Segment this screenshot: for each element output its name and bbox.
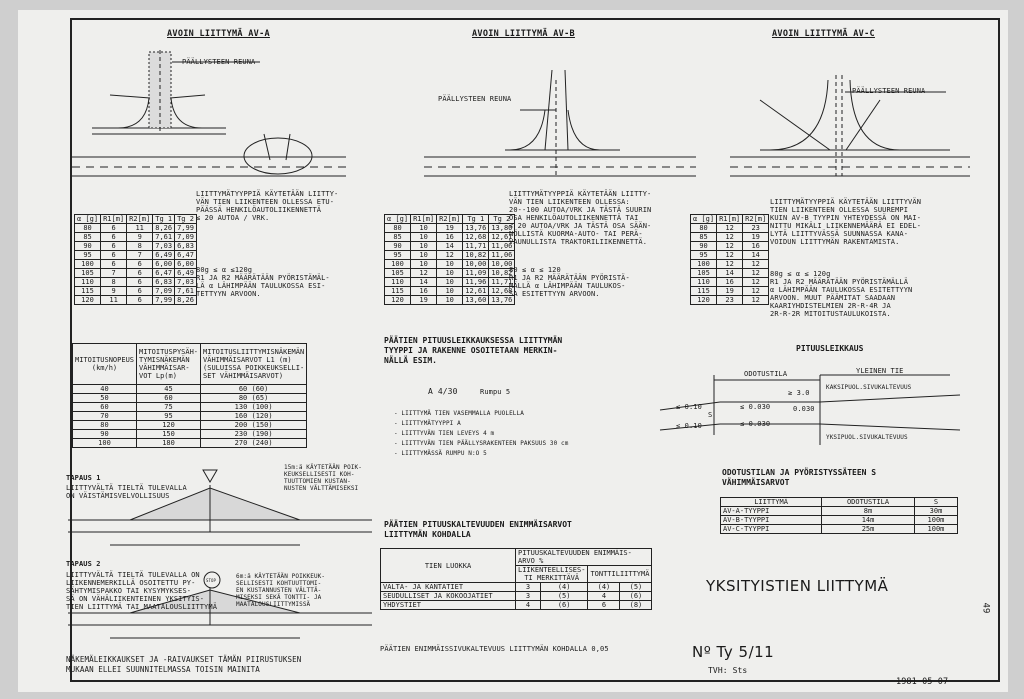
table-row: 120 23 12 (691, 296, 769, 305)
table-row: 100 180 270 (240) (73, 439, 307, 448)
condition-av-a: 80g ≤ α ≤120g R1 JA R2 MÄÄRÄTÄÄN PYÖRISTÄMÄL- LÄ α LÄHIMPÄÄN TAULUKOSSA ESI- TETTYYN ARVOON. (196, 266, 330, 298)
text-av-a: LIITTYMÄTYYPPIÄ KÄYTETÄÄN LIITTY- VÄN TIEN LIIKENTEEN OLLESSA ETU- PÄÄSSÄ HENKILÖAUTOLIIKENNETTÄ ≤ 20 AUTOA / VRK. (196, 190, 339, 222)
header-av-a: AVOIN LIITTYMÄ AV-A (167, 29, 270, 39)
drawing-number: Nº Ty 5/11 (692, 643, 775, 661)
drawing-date: 1981 05 07 (896, 677, 949, 687)
marking-rumpu: Rumpu 5 (480, 388, 511, 396)
table-av-a: α [g] R1[m] R2[m] Tg 1 Tg 2 80 6 11 8,26 7,99 85 6 9 7,61 7,09 90 6 8 7,03 6,83 95 6 7 6,49 6,47 100 6 6 6,00 6,00 105 7 6 6,47 6,49 110 8 6 6,83 7,03 115 9 6 7,09 7,61 120 11 6 7,99 8,26 (74, 214, 197, 305)
table-row: 90 150 230 (190) (73, 430, 307, 439)
table-row: 95 12 14 (691, 251, 769, 260)
table-row: 105 12 10 11,09 10,82 (385, 269, 515, 278)
table-av-c: α [g] R1[m] R2[m] 80 12 23 85 12 19 90 12 16 95 12 14 100 12 12 105 14 12 110 16 12 115 19 12 120 23 12 (690, 214, 769, 305)
tapaus1-title: TAPAUS 1 (66, 474, 101, 482)
tapaus1-text: LIITTYVÄLTÄ TIELTÄ TULEVALLA ON VÄISTÄMISVELVOLLISUUS (66, 484, 187, 500)
table-row: AV-A-TYYPPI 8m 30m (721, 507, 958, 516)
page-number: 49 (980, 602, 991, 614)
label-paallyste-a: PÄÄLLYSTEEN REUNA (182, 58, 256, 66)
table-row: 115 19 12 (691, 287, 769, 296)
table-row: 80 120 200 (150) (73, 421, 307, 430)
profile-yleinen-tie: YLEINEN TIE (856, 367, 904, 375)
text-av-b: LIITTYMÄTYYPPIÄ KÄYTETÄÄN LIITTY- VÄN TIEN LIIKENTEEN OLLESSA: 20--100 AUTOA/VRK JA TÄSTÄ SUURIN OSA HENKILÖAUTOLIIKENNETTÄ TAI < 20 AUTOA/VRK JA TÄSTÄ OSA SÄÄN- NÖLLISTÄ KUORMA-AUTO- TAI PERÄ- VAUNULLISTA TRAKTORILIIKENNETTÄ. (509, 190, 652, 246)
table-row: 85 6 9 7,61 7,09 (75, 233, 197, 242)
table-row: 80 6 11 8,26 7,99 (75, 224, 197, 233)
table-row: AV-B-TYYPPI 14m 100m (721, 516, 958, 525)
profile-kaksipuol: KAKSIPUOL.SIVUKALTEVUUS (826, 384, 912, 391)
table-row: 115 9 6 7,09 7,61 (75, 287, 197, 296)
table-row: 80 10 19 13,76 13,80 (385, 224, 515, 233)
wait-title: ODOTUSTILAN JA PYÖRISTYSSÄTEEN S VÄHIMMÄISARVOT (722, 468, 877, 487)
slope-title: PÄÄTIEN PITUUSKALTEVUUDEN ENIMMÄISARVOT LIITTYMÄN KOHDALLA (384, 520, 572, 539)
table-row: 85 12 19 (691, 233, 769, 242)
table-row: 95 6 7 6,49 6,47 (75, 251, 197, 260)
table-row: 95 10 12 10,82 11,06 (385, 251, 515, 260)
table-row: AV-C-TYYPPI 25m 100m (721, 525, 958, 534)
table-row: 90 12 16 (691, 242, 769, 251)
table-row: 110 16 12 (691, 278, 769, 287)
table-row: YHDYSTIET 4 (6) 6 (8) (381, 601, 652, 610)
table-row: 120 19 10 13,60 13,76 (385, 296, 515, 305)
profile-v0030: 0.030 (793, 405, 815, 413)
tapaus2-note: 6m:ä KÄYTETÄÄN POIKKEUK- SELLISESTI KOHTUUTTOMI- EN KUSTANNUSTEN VÄLTTÄ- MISEKSI SEKÄ TONTTI- JA MAATALOUSLIITTYMISSÄ (236, 573, 326, 608)
profile-title: PITUUSLEIKKAUS (796, 344, 864, 353)
drawing-title: YKSITYISTIEN LIITTYMÄ (706, 577, 889, 595)
table-row: SEUDULLISET JA KOKOOJATIET 3 (5) 4 (6) (381, 592, 652, 601)
marking-list: - LIITTYMÄ TIEN VASEMMALLA PUOLELLA - LIITTYMÄTYYPPI A - LIITTYVÄN TIEN LEVEYS 4 m - LIITTYVÄN TIEN PÄÄLLYSRAKENTEEN PAKSUUS 30 cm - LIITTYMÄSSÄ RUMPU N:O 5 (394, 410, 569, 457)
profile-ge30: ≥ 3.0 (788, 389, 810, 397)
profile-s0030-top: ≤ 0.030 (740, 403, 771, 411)
profile-s010-top: ≤ 0.10 (676, 403, 702, 411)
table-av-b: α [g] R1[m] R2[m] Tg 1 Tg 2 80 10 19 13,76 13,80 85 10 16 12,68 12,61 90 10 14 11,71 11,06 95 10 12 10,82 11,06 100 10 10 10,00 10,00 105 12 10 11,09 10,82 110 14 10 11,96 11,71 115 16 10 12,61 12,68 120 19 10 13,60 13,76 (384, 214, 515, 305)
table-row: 90 6 8 7,03 6,83 (75, 242, 197, 251)
table-row: 115 16 10 12,61 12,68 (385, 287, 515, 296)
profile-s010-bot: ≤ 0.10 (676, 422, 702, 430)
table-row: 110 14 10 11,96 11,71 (385, 278, 515, 287)
footnote: NÄKEMÄLEIKKAUKSET JA -RAIVAUKSET TÄMÄN PIIRUSTUKSEN MUKAAN ELLEI SUUNNITELMASSA TOISIN MAINITA (66, 655, 302, 674)
tapaus2-text: LIITTYVÄLTÄ TIELTÄ TULEVALLA ON LIIKENNEMERKILLÄ OSOITETTU PY- SÄHTYMISPAKKO TAI KYSYMYKSES- SÄ ON VÄHÄLIIKENTEINEN YKSITYIS- TIEN LIITTYMÄ TAI MAATALOUSLIITTYMÄ (66, 571, 218, 611)
condition-av-c: 80g ≤ α ≤ 120g R1 JA R2 MÄÄRÄTÄÄN PYÖRISTÄMÄLLÄ α LÄHIMPÄÄN TAULUKOSSA ESITETTYYN ARVOON. MUUT PÄÄMITAT SAADAAN KAARIYHDISTELMIEN 2R-R-4R JA 2R-R-2R MITOITUSTAULUKOISTA. (770, 270, 913, 318)
condition-av-b: 80 ≤ α ≤ 120 R1 JA R2 MÄÄRÄTÄÄN PYÖRISTÄ- MÄLLÄ α LÄHIMPÄÄN TAULUKOS- SA ESITETTYYN ARVOON. (509, 266, 630, 298)
wait-table: LIITTYMÄ ODOTUSTILA S AV-A-TYYPPI 8m 30m AV-B-TYYPPI 14m 100m AV-C-TYYPPI 25m 100m (720, 497, 958, 534)
table-row: 100 12 12 (691, 260, 769, 269)
tapaus1-note: 15m:ä KÄYTETÄÄN POIK- KEUKSELLISESTI KOH- TUUTTOMIEN KUSTAN- NUSTEN VÄLTTÄMISEKSI (284, 464, 362, 492)
header-av-b: AVOIN LIITTYMÄ AV-B (472, 29, 575, 39)
slope-table: TIEN LUOKKA PITUUSKALTEVUUDEN ENIMMÄIS- ARVO % LIIKENTEELLISES- TI MERKITTÄVÄ TONTTILIITTYMÄ VALTA- JA KANTATIET 3 (4) (4) (5) SEUDULLISET JA KOKOOJATIET 3 (5) 4 (6) YHDYSTIET 4 (6) 6 (8) (380, 548, 652, 610)
table-row: 105 14 12 (691, 269, 769, 278)
tvh-signature: TVH: Sts (708, 666, 748, 675)
table-row: 40 45 60 (60) (73, 385, 307, 394)
profile-s: S (708, 411, 713, 419)
table-row: 100 10 10 10,00 10,00 (385, 260, 515, 269)
table-row: 105 7 6 6,47 6,49 (75, 269, 197, 278)
text-av-c: LIITTYMÄTYYPPIÄ KÄYTETÄÄN LIITTYVÄN TIEN LIIKENTEEN OLLESSA SUUREMPI KUIN AV-B TYYPIN YHTEYDESSÄ ON MAI- NITTU MIKÄLI LIIKENNEMÄÄRÄ EI EDEL- LYTÄ LIITTYVÄSSÄ SUUNNASSA KANA- VOIDUN LIITTYMÄN RAKENTAMISTA. (770, 198, 922, 246)
profile-yksipuol: YKSIPUOL.SIVUKALTEVUUS (826, 434, 908, 441)
table-row: 80 12 23 (691, 224, 769, 233)
label-paallyste-c: PÄÄLLYSTEEN REUNA (852, 87, 926, 95)
table-row: 90 10 14 11,71 11,06 (385, 242, 515, 251)
table-row: 50 60 80 (65) (73, 394, 307, 403)
marking-example: A 4/30 (428, 387, 458, 396)
table-row: 85 10 16 12,68 12,61 (385, 233, 515, 242)
tapaus2-title: TAPAUS 2 (66, 560, 101, 568)
table-row: VALTA- JA KANTATIET 3 (4) (4) (5) (381, 583, 652, 592)
label-paallyste-b: PÄÄLLYSTEEN REUNA (438, 95, 512, 103)
speed-table: MITOITUSNOPEUS (km/h) MITOITUSPYSÄH- TYMISNÄKEMÄN VÄHIMMÄISAR- VOT Lp(m) MITOITUSLIITTYMISNÄKEMÄN VÄHIMMÄISARVOT L1 (m) (SULUISSA POIKKEUKSELLI- SET VÄHIMMÄISARVOT) 40 45 60 (60) 50 60 80 (65) 60 75 130 (100) 70 95 160 (120) 80 120 200 (150) 90 150 230 (190) 100 180 270 (240) (72, 343, 307, 448)
marking-title: PÄÄTIEN PITUUSLEIKKAUKSESSA LIITTYMÄN TYYPPI JA RAKENNE OSOITETAAN MERKIN- NÄLLÄ ESIM. (384, 336, 563, 365)
table-row: 70 95 160 (120) (73, 412, 307, 421)
table-row: 60 75 130 (100) (73, 403, 307, 412)
table-row: 110 8 6 6,83 7,03 (75, 278, 197, 287)
table-row: 100 6 6 6,00 6,00 (75, 260, 197, 269)
profile-odotustila: ODOTUSTILA (744, 370, 788, 378)
profile-s0030-bot: ≤ 0.030 (740, 420, 771, 428)
header-av-c: AVOIN LIITTYMÄ AV-C (772, 29, 875, 39)
slope-footnote: PÄÄTIEN ENIMMÄISSIVUKALTEVUUS LIITTYMÄN KOHDALLA 0,05 (380, 645, 609, 653)
table-row: 120 11 6 7,99 8,26 (75, 296, 197, 305)
stop-sign: STOP (206, 578, 217, 583)
